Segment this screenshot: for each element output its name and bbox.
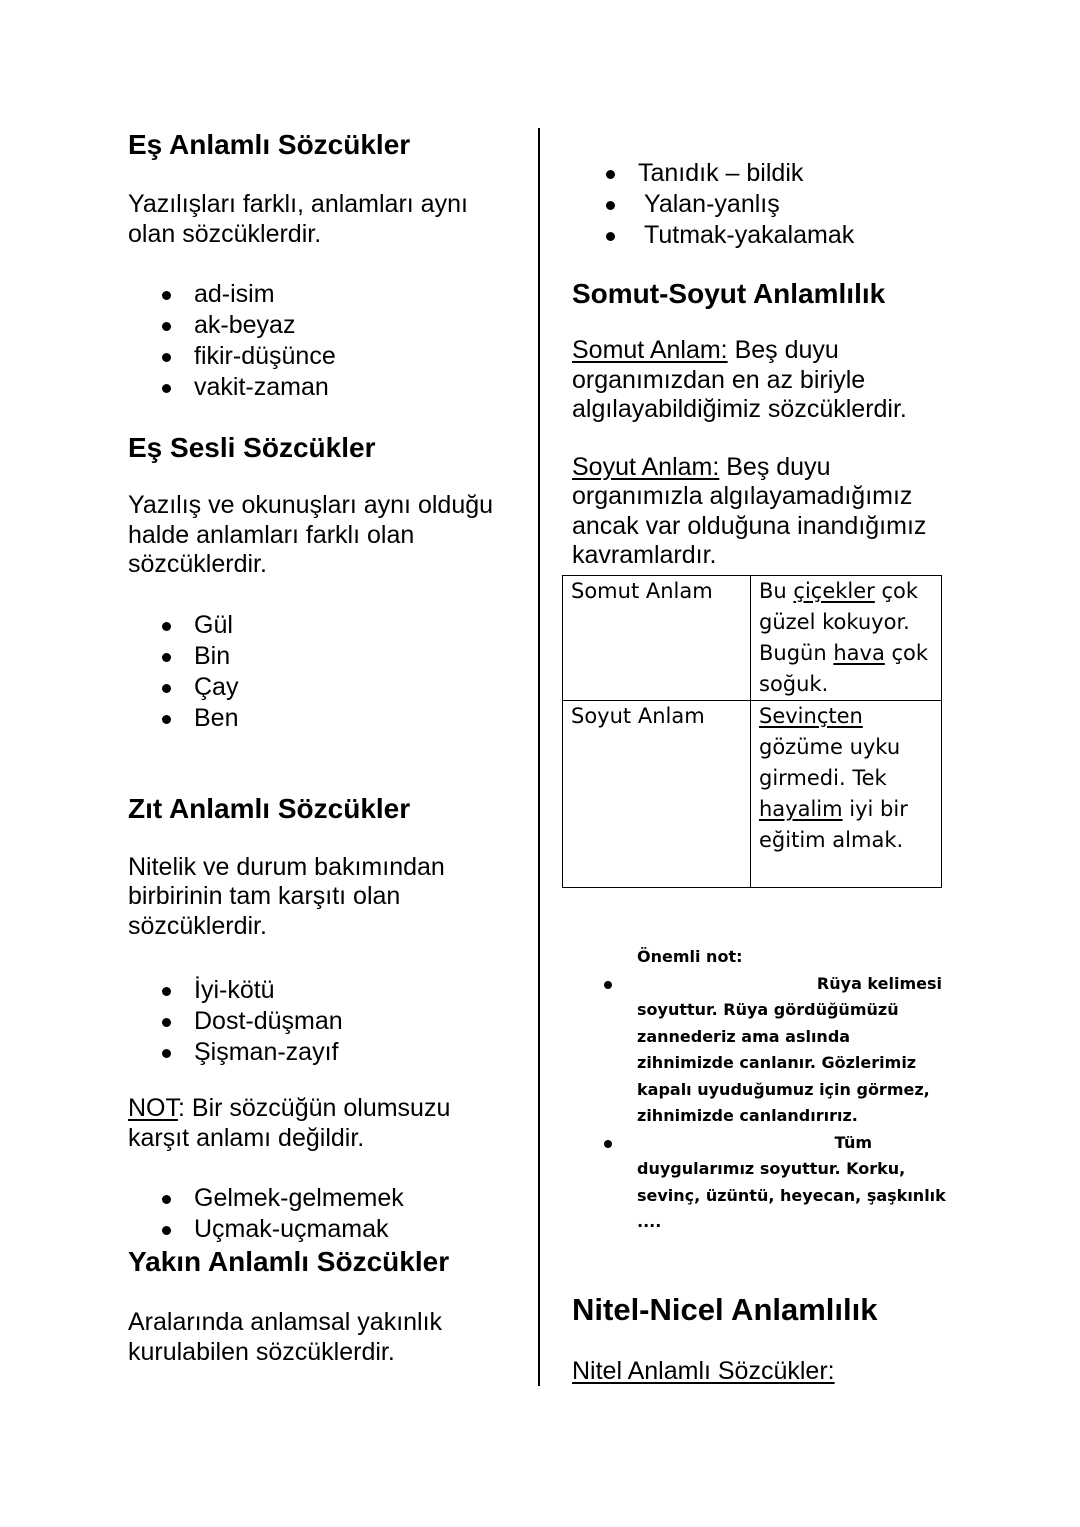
yakin-anlamli-desc: Aralarında anlamsal yakınlık kurulabilen sözcüklerdir. bbox=[128, 1308, 443, 1366]
section-title-es-anlamli: Eş Anlamlı Sözcükler bbox=[128, 129, 411, 160]
list-item: Ben bbox=[128, 703, 528, 734]
yakin-anlamli-list bbox=[572, 158, 972, 251]
zit-anlamli-desc: Nitelik ve durum bakımından birbirinin tam karşıtı olan sözcüklerdir. bbox=[128, 852, 445, 940]
somut-anlam-label: Somut Anlam: bbox=[572, 336, 728, 364]
note-title: Önemli not: bbox=[637, 947, 743, 966]
section-title-es-sesli: Eş Sesli Sözcükler bbox=[128, 432, 376, 463]
important-note bbox=[596, 944, 952, 1236]
somut-anlam-desc: Somut Anlam: Beş duyu organımızdan en az biriyle algılayabildiğimiz sözcüklerdir. bbox=[572, 336, 907, 423]
list-item: ad-isim bbox=[128, 279, 528, 310]
list-item: ak-beyaz bbox=[128, 310, 528, 341]
list-item: İyi-kötü bbox=[128, 975, 528, 1006]
list-item: fikir-düşünce bbox=[128, 341, 528, 372]
es-anlamli-list bbox=[128, 279, 528, 403]
table-row bbox=[563, 576, 942, 701]
list-item: Tutmak-yakalamak bbox=[572, 220, 972, 251]
left-column bbox=[128, 128, 528, 1367]
somut-soyut-table bbox=[562, 575, 942, 888]
table-cell-examples: Bu çiçekler çok güzel kokuyor. Bugün hava çok soğuk. bbox=[751, 576, 942, 701]
list-item: Dost-düşman bbox=[128, 1006, 528, 1037]
note-item: Rüya kelimesi soyuttur. Rüya gördüğümüzü zannederiz ama aslında zihnimizde canlanır. Gözlerimiz kapalı uyuduğumuz için görmez, zihnimizde canlandırırız. bbox=[596, 971, 952, 1130]
soyut-anlam-label: Soyut Anlam: bbox=[572, 452, 720, 481]
table-cell-examples: Sevinçten gözüme uyku girmedi. Tek hayalim iyi bir eğitim almak. bbox=[751, 701, 942, 888]
zit-anlamli-note: NOT: Bir sözcüğün olumsuzu karşıt anlamı değildir. bbox=[128, 1094, 451, 1152]
list-item: Uçmak-uçmamak bbox=[128, 1214, 528, 1245]
list-item: Tanıdık – bildik bbox=[572, 158, 972, 189]
section-title-somut-soyut: Somut-Soyut Anlamlılık bbox=[572, 278, 886, 309]
table-cell-label: Somut Anlam bbox=[563, 576, 751, 701]
table-row bbox=[563, 701, 942, 888]
note-label: NOT bbox=[128, 1094, 178, 1122]
zit-anlamli-list bbox=[128, 975, 528, 1068]
list-item: Bin bbox=[128, 641, 528, 672]
section-title-zit-anlamli: Zıt Anlamlı Sözcükler bbox=[128, 792, 411, 824]
list-item: Gelmek-gelmemek bbox=[128, 1183, 528, 1214]
list-item: Gül bbox=[128, 610, 528, 641]
es-sesli-desc: Yazılış ve okunuşları aynı olduğu halde anlamları farklı olan sözcüklerdir. bbox=[128, 491, 494, 578]
list-item: Şişman-zayıf bbox=[128, 1037, 528, 1068]
section-title-nitel-nicel: Nitel-Nicel Anlamlılık bbox=[572, 1292, 878, 1327]
note-item: Tüm duygularımız soyuttur. Korku, sevinç, üzüntü, heyecan, şaşkınlık .... bbox=[596, 1130, 952, 1236]
section-title-yakin-anlamli: Yakın Anlamlı Sözcükler bbox=[128, 1246, 450, 1277]
table-cell-label: Soyut Anlam bbox=[563, 701, 751, 888]
es-anlamli-desc: Yazılışları farklı, anlamları aynı olan sözcüklerdir. bbox=[128, 190, 468, 248]
list-item: Çay bbox=[128, 672, 528, 703]
nitel-anlamli-subtitle: Nitel Anlamlı Sözcükler: bbox=[572, 1357, 835, 1385]
list-item: vakit-zaman bbox=[128, 372, 528, 403]
list-item: Yalan-yanlış bbox=[572, 189, 972, 220]
es-sesli-list bbox=[128, 610, 528, 734]
right-column bbox=[572, 158, 972, 571]
soyut-anlam-desc: Soyut Anlam: Beş duyu organımızla algılayamadığımız ancak var olduğuna inandığımız kavramlardır. bbox=[572, 452, 927, 569]
column-divider bbox=[538, 128, 540, 1386]
zit-anlamli-note-list bbox=[128, 1183, 528, 1245]
